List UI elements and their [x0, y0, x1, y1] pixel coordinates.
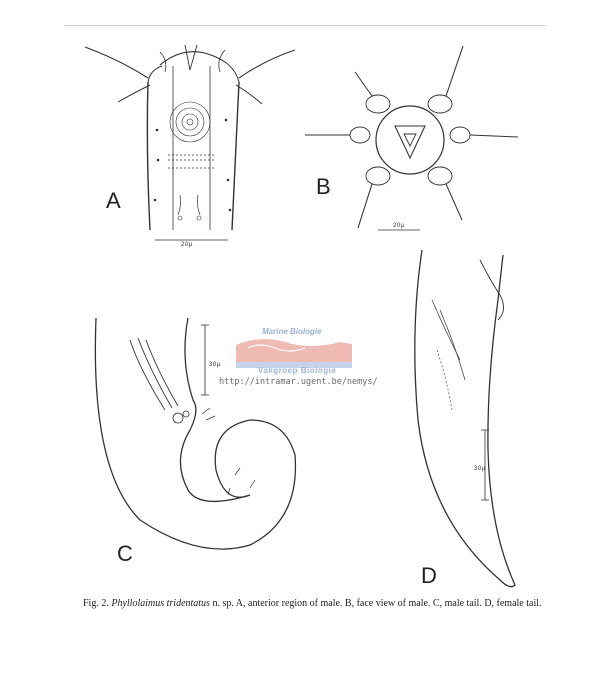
- figure-caption: [83, 598, 553, 610]
- marine-biology-watermark-logo: [236, 339, 352, 368]
- panel-label-b: B: [316, 174, 331, 199]
- scale-label-d: 30µ: [474, 466, 486, 472]
- scale-label-c: 30µ: [209, 362, 221, 368]
- caption-text: n. sp. A, anterior region of male. B, face view of male. C, male tail. D, female tail.: [212, 598, 542, 609]
- caption-prefix: Fig. 2.: [83, 598, 109, 609]
- panel-label-a: A: [106, 188, 121, 213]
- panel-label-c: C: [117, 541, 133, 566]
- panel-b-drawing: [305, 46, 518, 230]
- watermark-url: http://intramar.ugent.be/nemys/: [219, 377, 378, 387]
- watermark-title: Marine Biologie: [262, 327, 322, 336]
- scale-label-a: 20µ: [181, 242, 193, 248]
- panel-d-drawing: [415, 250, 515, 587]
- watermark-subtitle: Vakgroep Biologie: [258, 366, 337, 375]
- scale-label-b: 20µ: [393, 223, 405, 229]
- caption-species: Phyllolaimus tridentatus: [111, 598, 210, 609]
- panel-label-d: D: [421, 563, 437, 588]
